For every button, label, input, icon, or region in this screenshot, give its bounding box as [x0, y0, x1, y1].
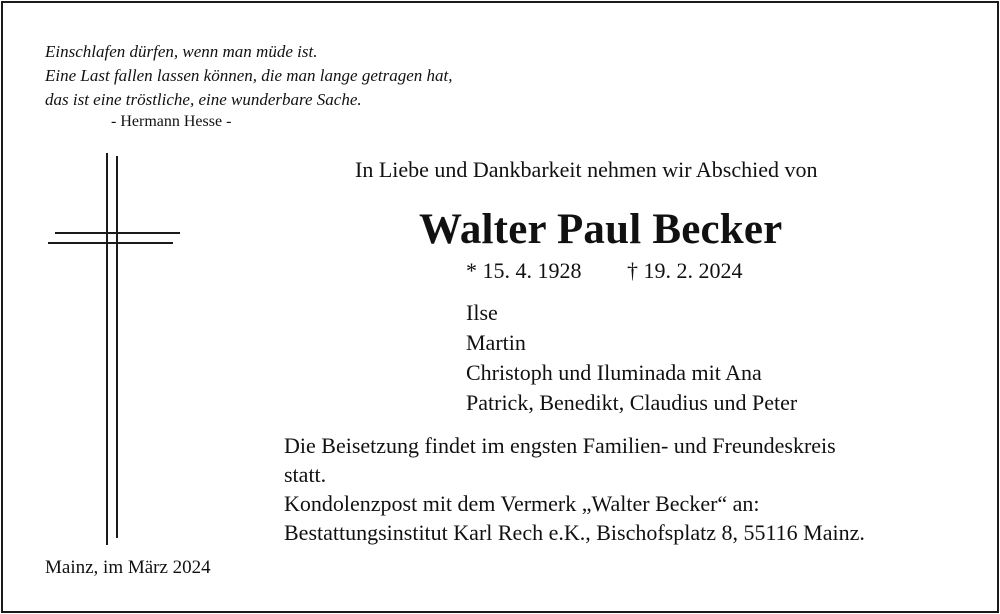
quote-line: Eine Last fallen lassen können, die man lange getragen hat, — [45, 66, 453, 85]
mourner: Patrick, Benedikt, Claudius und Peter — [466, 390, 798, 415]
deceased-name: Walter Paul Becker — [419, 206, 783, 253]
place-and-date: Mainz, im März 2024 — [45, 557, 211, 578]
notice-line: Die Beisetzung findet im engsten Familien- und Freundeskreis — [284, 433, 836, 458]
funeral-notice — [284, 431, 984, 547]
notice-line: Kondolenzpost mit dem Vermerk „Walter Becker“ an: — [284, 491, 760, 516]
cross-vertical-bar — [106, 153, 108, 545]
mourner: Christoph und Iluminada mit Ana — [466, 360, 762, 385]
notice-line: Bestattungsinstitut Karl Rech e.K., Bischofsplatz 8, 55116 Mainz. — [284, 520, 865, 545]
intro-text: In Liebe und Dankbarkeit nehmen wir Abschied von — [355, 157, 818, 182]
notice-line: statt. — [284, 462, 327, 487]
quote-line: Einschlafen dürfen, wenn man müde ist. — [45, 42, 318, 61]
quote-author: - Hermann Hesse - — [111, 113, 232, 130]
cross-icon — [43, 153, 188, 548]
quote-line: das ist eine tröstliche, eine wunderbare Sache. — [45, 90, 362, 109]
birth-date: * 15. 4. 1928 — [466, 258, 582, 283]
life-dates — [466, 258, 743, 284]
obituary-notice — [1, 1, 999, 613]
cross-horizontal-bar — [48, 242, 173, 244]
mourners-list — [466, 298, 797, 418]
cross-horizontal-bar — [55, 232, 180, 234]
death-date: † 19. 2. 2024 — [627, 258, 743, 283]
cross-vertical-bar — [116, 156, 118, 538]
mourner: Martin — [466, 330, 526, 355]
mourner: Ilse — [466, 300, 498, 325]
epigraph-quote — [45, 40, 452, 112]
